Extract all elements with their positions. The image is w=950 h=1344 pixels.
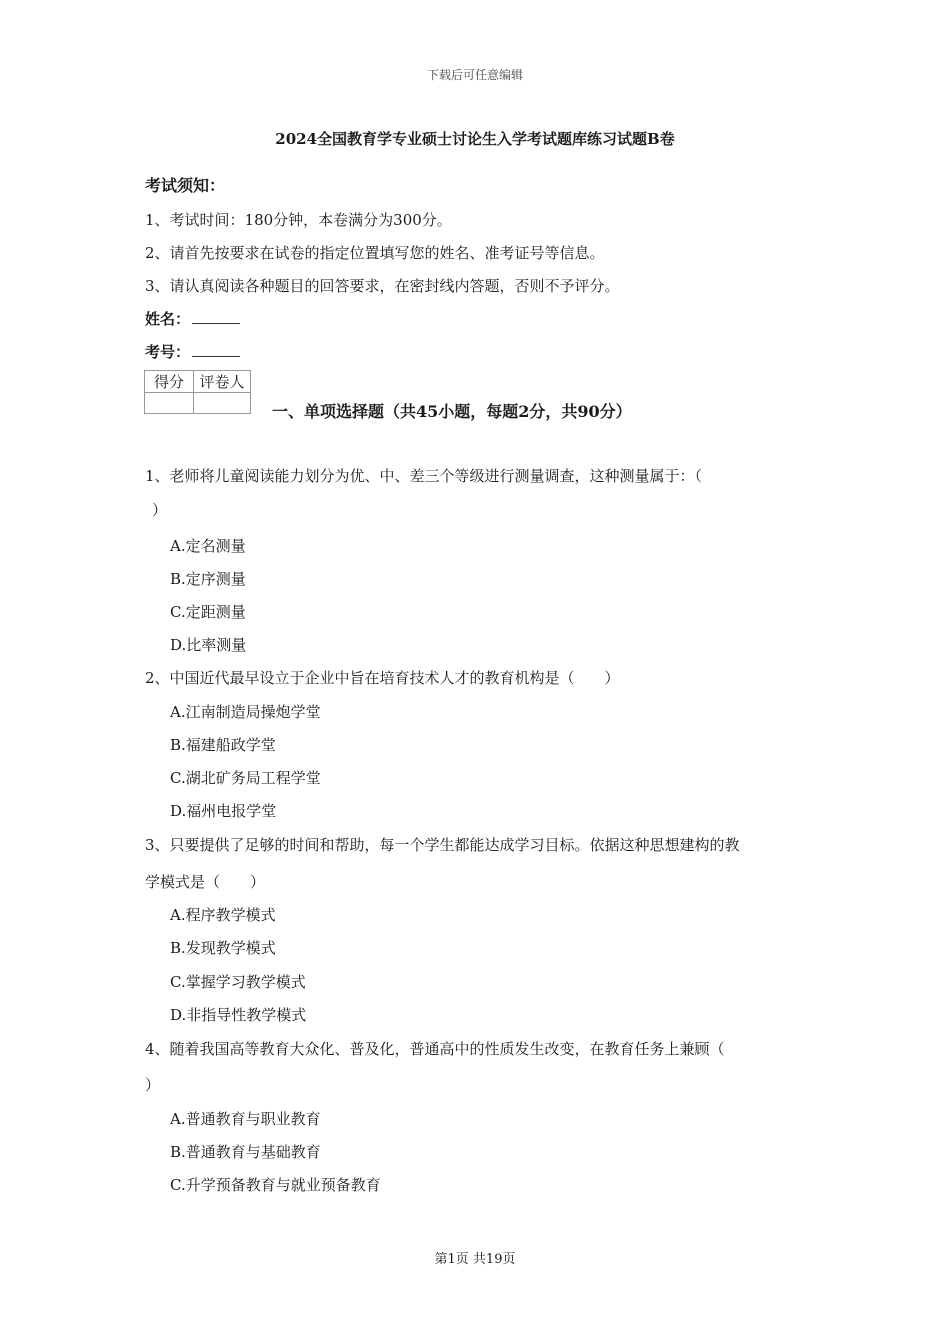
name-label: 姓名： xyxy=(145,310,191,328)
question-3-option-d: D.非指导性教学模式 xyxy=(170,1006,307,1024)
question-4-option-a: A.普通教育与职业教育 xyxy=(170,1110,321,1128)
question-3-option-c: C.掌握学习教学模式 xyxy=(170,973,306,991)
notice-heading: 考试须知： xyxy=(145,176,226,195)
question-3-text: 3、只要提供了足够的时间和帮助，每一个学生都能达成学习目标。依据这种思想建构的教 xyxy=(145,836,740,854)
score-cell xyxy=(145,393,194,414)
question-1-text: 1、老师将儿童阅读能力划分为优、中、差三个等级进行测量调查，这种测量属于：（ xyxy=(145,467,703,485)
question-2-text: 2、中国近代最早设立于企业中旨在培育技术人才的教育机构是（ ） xyxy=(145,669,620,687)
question-1-option-d: D.比率测量 xyxy=(170,636,247,654)
question-2-option-b: B.福建船政学堂 xyxy=(170,736,276,754)
question-4-option-b: B.普通教育与基础教育 xyxy=(170,1143,321,1161)
grader-cell xyxy=(194,393,251,414)
question-3-option-b: B.发现教学模式 xyxy=(170,939,276,957)
question-4-text: 4、随着我国高等教育大众化、普及化，普通高中的性质发生改变，在教育任务上兼顾（ xyxy=(145,1040,725,1058)
score-table xyxy=(144,370,251,414)
name-field xyxy=(145,308,240,329)
question-2-option-a: A.江南制造局操炮学堂 xyxy=(170,703,321,721)
notice-item: 3、请认真阅读各种题目的回答要求，在密封线内答题，否则不予评分。 xyxy=(145,277,620,295)
document-title: 2024全国教育学专业硕士讨论生入学考试题库练习试题B卷 xyxy=(275,130,675,148)
question-4-text-cont: ） xyxy=(145,1076,161,1094)
question-2-option-d: D.福州电报学堂 xyxy=(170,802,277,820)
question-1-option-b: B.定序测量 xyxy=(170,570,246,588)
notice-item: 2、请首先按要求在试卷的指定位置填写您的姓名、准考证号等信息。 xyxy=(145,244,605,262)
question-1-option-c: C.定距测量 xyxy=(170,603,246,621)
question-3-option-a: A.程序教学模式 xyxy=(170,906,276,924)
page-number: 第1页 共19页 xyxy=(434,1252,516,1267)
header-note: 下载后可任意编辑 xyxy=(426,68,523,82)
question-2-option-c: C.湖北矿务局工程学堂 xyxy=(170,769,321,787)
name-blank xyxy=(192,309,240,324)
exam-id-blank xyxy=(192,342,240,357)
exam-id-label: 考号： xyxy=(145,343,191,361)
notice-item: 1、考试时间：180分钟，本卷满分为300分。 xyxy=(145,211,452,229)
question-3-text-cont: 学模式是（ ） xyxy=(145,873,266,891)
grader-header: 评卷人 xyxy=(194,371,251,393)
question-1-text-cont: ） xyxy=(152,501,168,519)
score-header: 得分 xyxy=(145,371,194,393)
section-title: 一、单项选择题（共45小题，每题2分，共90分） xyxy=(272,402,632,421)
question-4-option-c: C.升学预备教育与就业预备教育 xyxy=(170,1176,381,1194)
exam-id-field xyxy=(145,341,240,362)
question-1-option-a: A.定名测量 xyxy=(170,537,246,555)
